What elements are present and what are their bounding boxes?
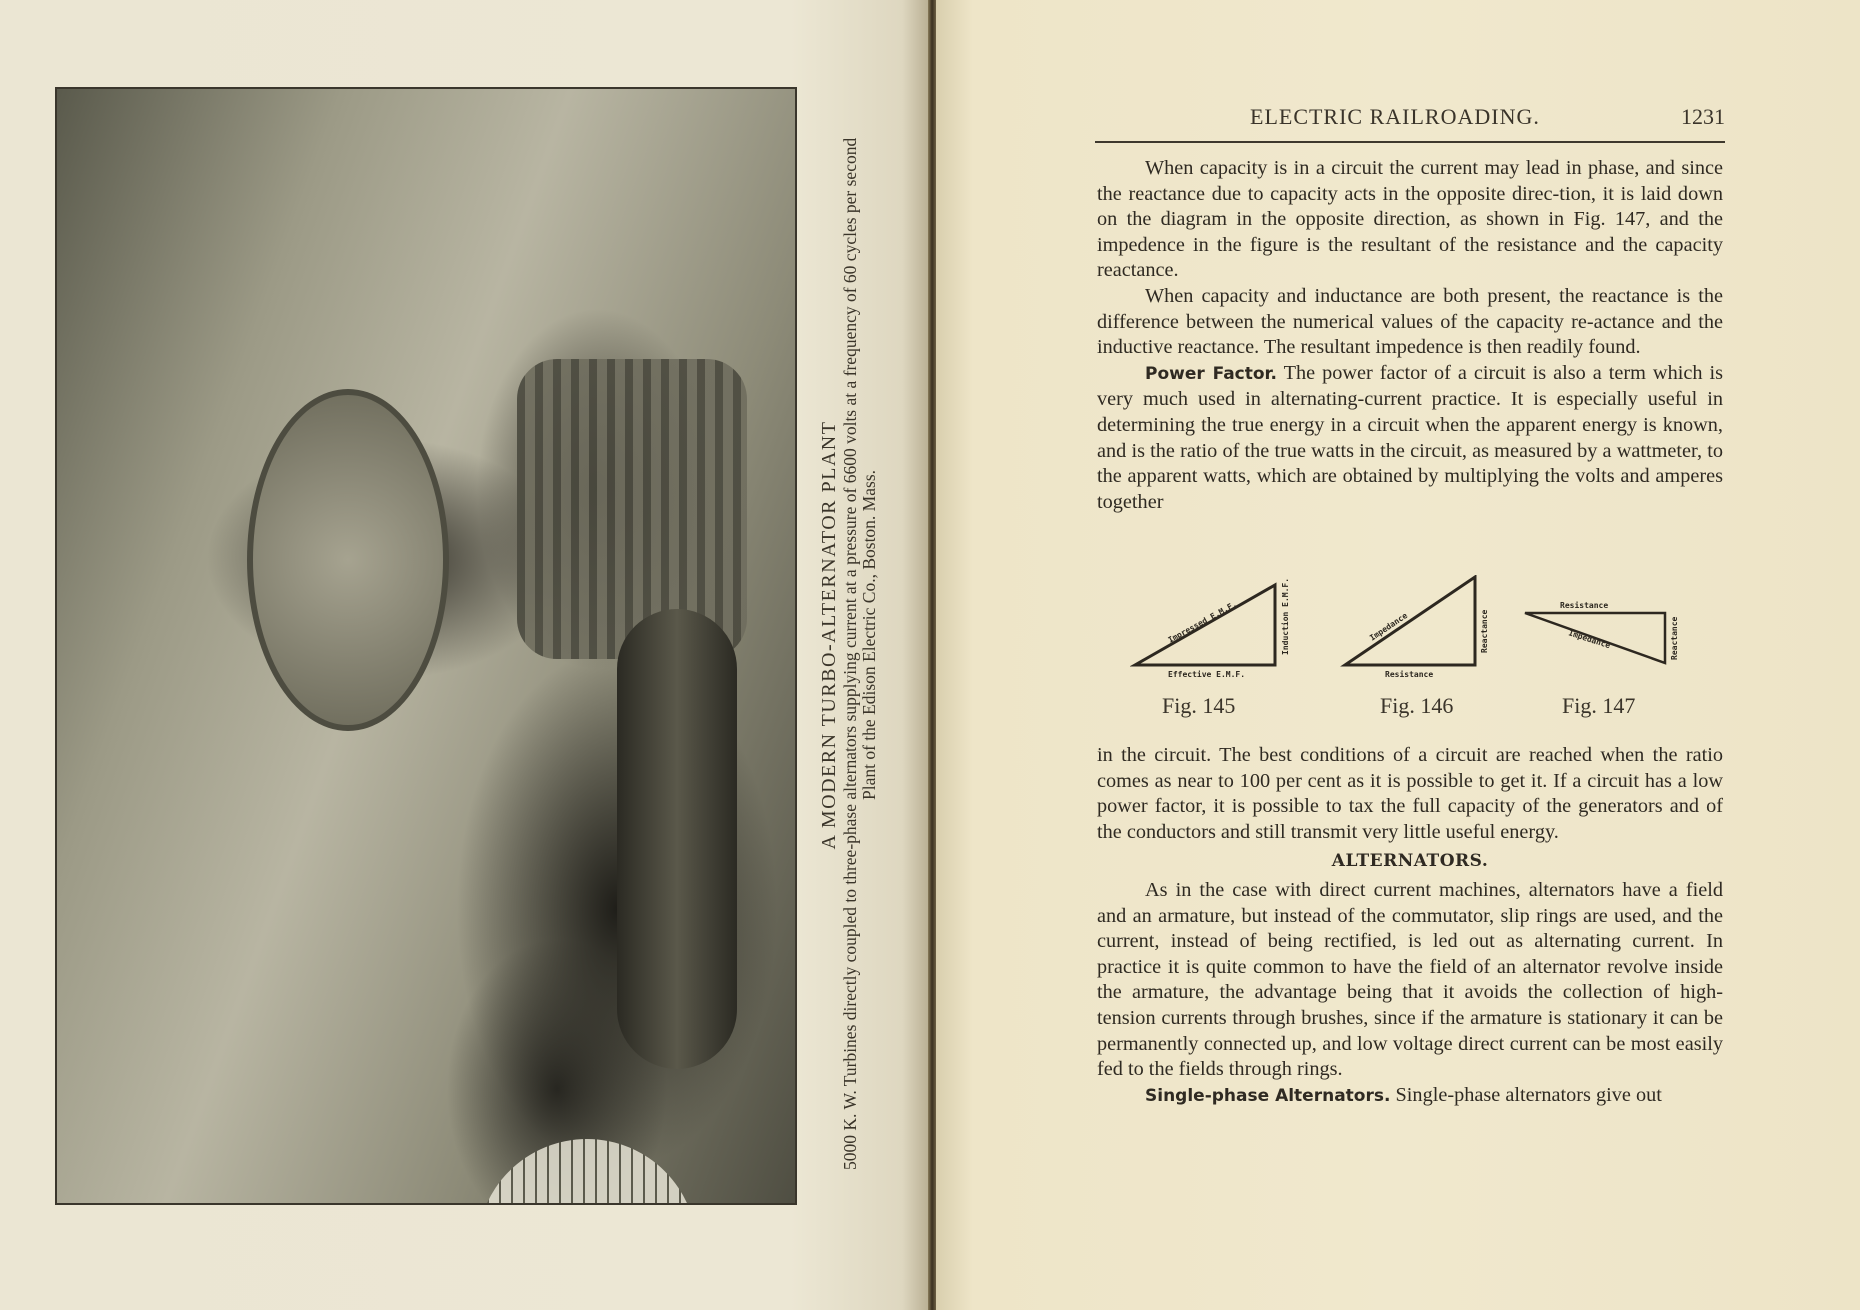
single-phase-runin: Single-phase Alternators.: [1145, 1085, 1391, 1106]
plate-caption-line-1: 5000 K. W. Turbines directly coupled to three-phase alternators supplying current at a pressure of 6600 volts at a frequency of 60 cycles per second: [840, 137, 860, 1170]
paragraph-single-phase: [1097, 1083, 1723, 1110]
svg-text:Reactance: Reactance: [1670, 616, 1679, 660]
paragraph-capacity-inductance: When capacity and inductance are both present, the reactance is the difference between the numerical values of the capacity re-actance and the inductive reactance. The resultant impedence is then readily found.: [1097, 284, 1723, 359]
svg-text:Impedance: Impedance: [1368, 610, 1410, 643]
power-factor-runin: Power Factor.: [1145, 363, 1277, 384]
running-title: ELECTRIC RAILROADING.: [1250, 104, 1540, 129]
figure-145: [1130, 575, 1310, 718]
svg-text:Effective E.M.F.: Effective E.M.F.: [1168, 670, 1246, 679]
figure-147: [1520, 575, 1685, 718]
single-phase-text: Single-phase alternators give out: [1390, 1083, 1662, 1106]
running-head: [1095, 104, 1725, 130]
text-block-bottom: [1097, 743, 1723, 1109]
figure-146-caption: Fig. 146: [1380, 693, 1454, 718]
paragraph-power-factor: [1097, 361, 1723, 516]
figure-146: [1340, 575, 1490, 718]
alternator-housing-image: [517, 359, 747, 659]
turbo-alternator-plant-photo: [55, 87, 797, 1205]
plate-caption: [820, 100, 879, 1170]
svg-text:Impedance: Impedance: [1567, 628, 1612, 651]
paragraph-best-conditions: in the circuit. The best conditions of a circuit are reached when the ratio comes as near to 100 per cent as it is possible to get it. If a circuit has a low power factor, it is possible to tax the full capacity of the generators and of the conductors and still transmit very little useful energy.: [1097, 744, 1723, 843]
plate-caption-line-2: Plant of the Edison Electric Co., Boston. Mass.: [859, 469, 879, 801]
section-heading-alternators: ALTERNATORS.: [1331, 851, 1489, 872]
header-rule: [1095, 141, 1725, 143]
svg-text:Induction E.M.F.: Induction E.M.F.: [1281, 577, 1290, 655]
paragraph-alternators: As in the case with direct current machines, alternators have a field and an armature, but instead of the commutator, slip rings are used, and the current, instead of being rectified, is led out as alternating current. In practice it is quite common to have the field of an alternator revolve inside the armature, the advantage being that it avoids the collection of high-tension currents through brushes, since if the armature is stationary it can be permanently connected up, and low voltage direct current can be most easily fed to the fields through rings.: [1097, 878, 1723, 1081]
svg-text:Reactance: Reactance: [1480, 609, 1489, 653]
figure-145-caption: Fig. 145: [1162, 693, 1236, 718]
text-block-top: [1097, 156, 1723, 515]
arched-window-image: [477, 1139, 697, 1205]
page-number: 1231: [1681, 104, 1725, 129]
steam-pipe-image: [617, 609, 737, 1069]
figure-147-caption: Fig. 147: [1562, 693, 1636, 718]
figure-146-diagram: [1340, 575, 1490, 680]
power-factor-text: The power factor of a circuit is also a term which is very much used in alternating-current practice. It is especially useful in determining the true energy in a circuit when the apparent energy is known, and is the ratio of the true watts in the circuit, as measured by a wattmeter, to the apparent watts, which are obtained by multiplying the volts and amperes together: [1097, 361, 1723, 513]
svg-text:Impressed E.M.F.: Impressed E.M.F.: [1166, 599, 1239, 645]
book-gutter: [928, 0, 936, 1310]
svg-text:Resistance: Resistance: [1560, 601, 1609, 610]
paragraph-capacity: When capacity is in a circuit the current may lead in phase, and since the reactance due to capacity acts in the opposite direc-tion, it is laid down on the diagram in the opposite direction, as shown in Fig. 147, and the impedence in the figure is the resultant of the resistance and the capacity reactance.: [1097, 157, 1723, 282]
svg-text:Resistance: Resistance: [1385, 670, 1434, 679]
turbine-ring-image: [247, 389, 449, 731]
plate-caption-title: A MODERN TURBO-ALTERNATOR PLANT: [818, 420, 840, 850]
figure-147-diagram: [1520, 575, 1685, 680]
figure-145-diagram: [1130, 575, 1310, 680]
